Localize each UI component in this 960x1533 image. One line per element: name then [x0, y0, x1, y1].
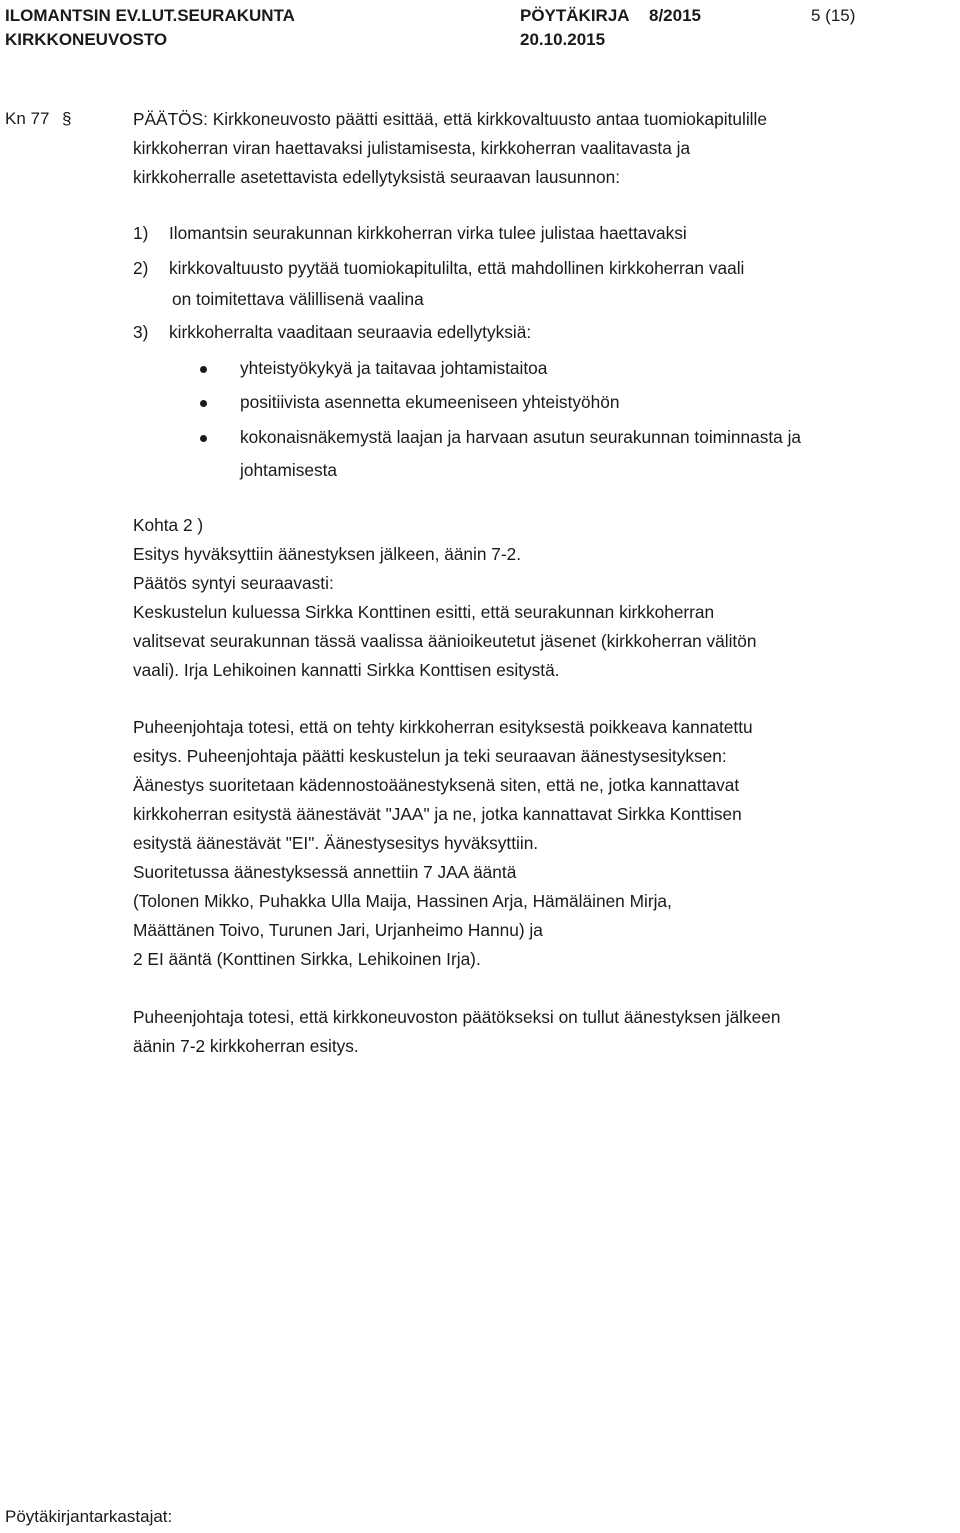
decision-line: kirkkoherran viran haettavaksi julistamisesta, kirkkoherran vaalitavasta ja: [133, 138, 691, 158]
conclusion-line: äänin 7-2 kirkkoherran esitys.: [133, 1036, 359, 1056]
list-item: [133, 219, 687, 248]
decision-line: PÄÄTÖS: Kirkkoneuvosto päätti esittää, että kirkkovaltuusto antaa tuomiokapitulille: [133, 109, 767, 129]
bullet-text: yhteistyökykyä ja taitavaa johtamistaitoa: [240, 358, 548, 378]
conclusion-paragraph: [133, 1003, 955, 1061]
vote-line: Puheenjohtaja totesi, että on tehty kirkkoherran esityksestä poikkeava kannatettu: [133, 717, 753, 737]
list-item-number: 3): [133, 322, 149, 342]
list-item-text: Ilomantsin seurakunnan kirkkoherran virka tulee julistaa haettavaksi: [169, 223, 687, 243]
list-item-number: 1): [133, 223, 149, 243]
kohta-line: Kohta 2 ): [133, 515, 204, 535]
bullet-icon: [200, 366, 207, 373]
bullet-text: positiivista asennetta ekumeeniseen yhteistyöhön: [240, 392, 620, 412]
bullet-icon: [200, 435, 207, 442]
vote-line: Äänestys suoritetaan kädennostoäänestyksenä siten, että ne, jotka kannattavat: [133, 775, 740, 795]
doc-type: PÖYTÄKIRJA: [520, 6, 630, 25]
section-number: Kn 77: [5, 109, 50, 128]
footer-label: Pöytäkirjantarkastajat:: [5, 1507, 173, 1526]
list-item-text: kirkkoherralta vaaditaan seuraavia edellytyksiä:: [169, 322, 532, 342]
decision-line: kirkkoherralle asetettavista edellytyksistä seuraavan lausunnon:: [133, 167, 621, 187]
conclusion-line: Puheenjohtaja totesi, että kirkkoneuvoston päätökseksi on tullut äänestyksen jälkeen: [133, 1007, 781, 1027]
list-item: [133, 318, 531, 347]
kohta-line: Keskustelun kuluessa Sirkka Konttinen esitti, että seurakunnan kirkkoherran: [133, 602, 715, 622]
kohta-line: Esitys hyväksyttiin äänestyksen jälkeen, äänin 7-2.: [133, 544, 522, 564]
decision-paragraph: [133, 105, 955, 192]
vote-line: esitystä äänestävät "EI". Äänestysesitys hyväksyttiin.: [133, 833, 539, 853]
list-item-continuation: on toimitettava välillisenä vaalina: [172, 289, 424, 309]
body-name: KIRKKONEUVOSTO: [5, 30, 168, 49]
vote-line: 2 EI ääntä (Konttinen Sirkka, Lehikoinen Irja).: [133, 949, 481, 969]
page-count: 5 (15): [811, 6, 856, 25]
vote-line: Suoritetussa äänestyksessä annettiin 7 JAA ääntä: [133, 862, 517, 882]
kohta-paragraph: [133, 511, 955, 685]
vote-line: kirkkoherran esitystä äänestävät "JAA" ja ne, jotka kannattavat Sirkka Konttisen: [133, 804, 742, 824]
kohta-line: vaali). Irja Lehikoinen kannatti Sirkka Konttisen esitystä.: [133, 660, 560, 680]
doc-number: 8/2015: [649, 6, 701, 25]
vote-paragraph: [133, 713, 955, 974]
bullet-text: johtamisesta: [240, 460, 338, 480]
meeting-date: 20.10.2015: [520, 30, 606, 49]
vote-line: Määttänen Toivo, Turunen Jari, Urjanheimo Hannu) ja: [133, 920, 543, 940]
kohta-line: valitsevat seurakunnan tässä vaalissa äänioikeutetut jäsenet (kirkkoherran välitön: [133, 631, 757, 651]
kohta-line: Päätös syntyi seuraavasti:: [133, 573, 334, 593]
section-mark: §: [62, 109, 72, 128]
list-item-number: 2): [133, 258, 149, 278]
bullet-text: kokonaisnäkemystä laajan ja harvaan asutun seurakunnan toiminnasta ja: [240, 427, 802, 447]
bullet-icon: [200, 400, 207, 407]
list-item-text: kirkkovaltuusto pyytää tuomiokapitulilta, että mahdollinen kirkkoherran vaali: [169, 258, 745, 278]
org-name: ILOMANTSIN EV.LUT.SEURAKUNTA: [5, 6, 295, 25]
list-item: [133, 254, 744, 283]
vote-line: (Tolonen Mikko, Puhakka Ulla Maija, Hassinen Arja, Hämäläinen Mirja,: [133, 891, 672, 911]
vote-line: esitys. Puheenjohtaja päätti keskustelun ja teki seuraavan äänestysesityksen:: [133, 746, 727, 766]
